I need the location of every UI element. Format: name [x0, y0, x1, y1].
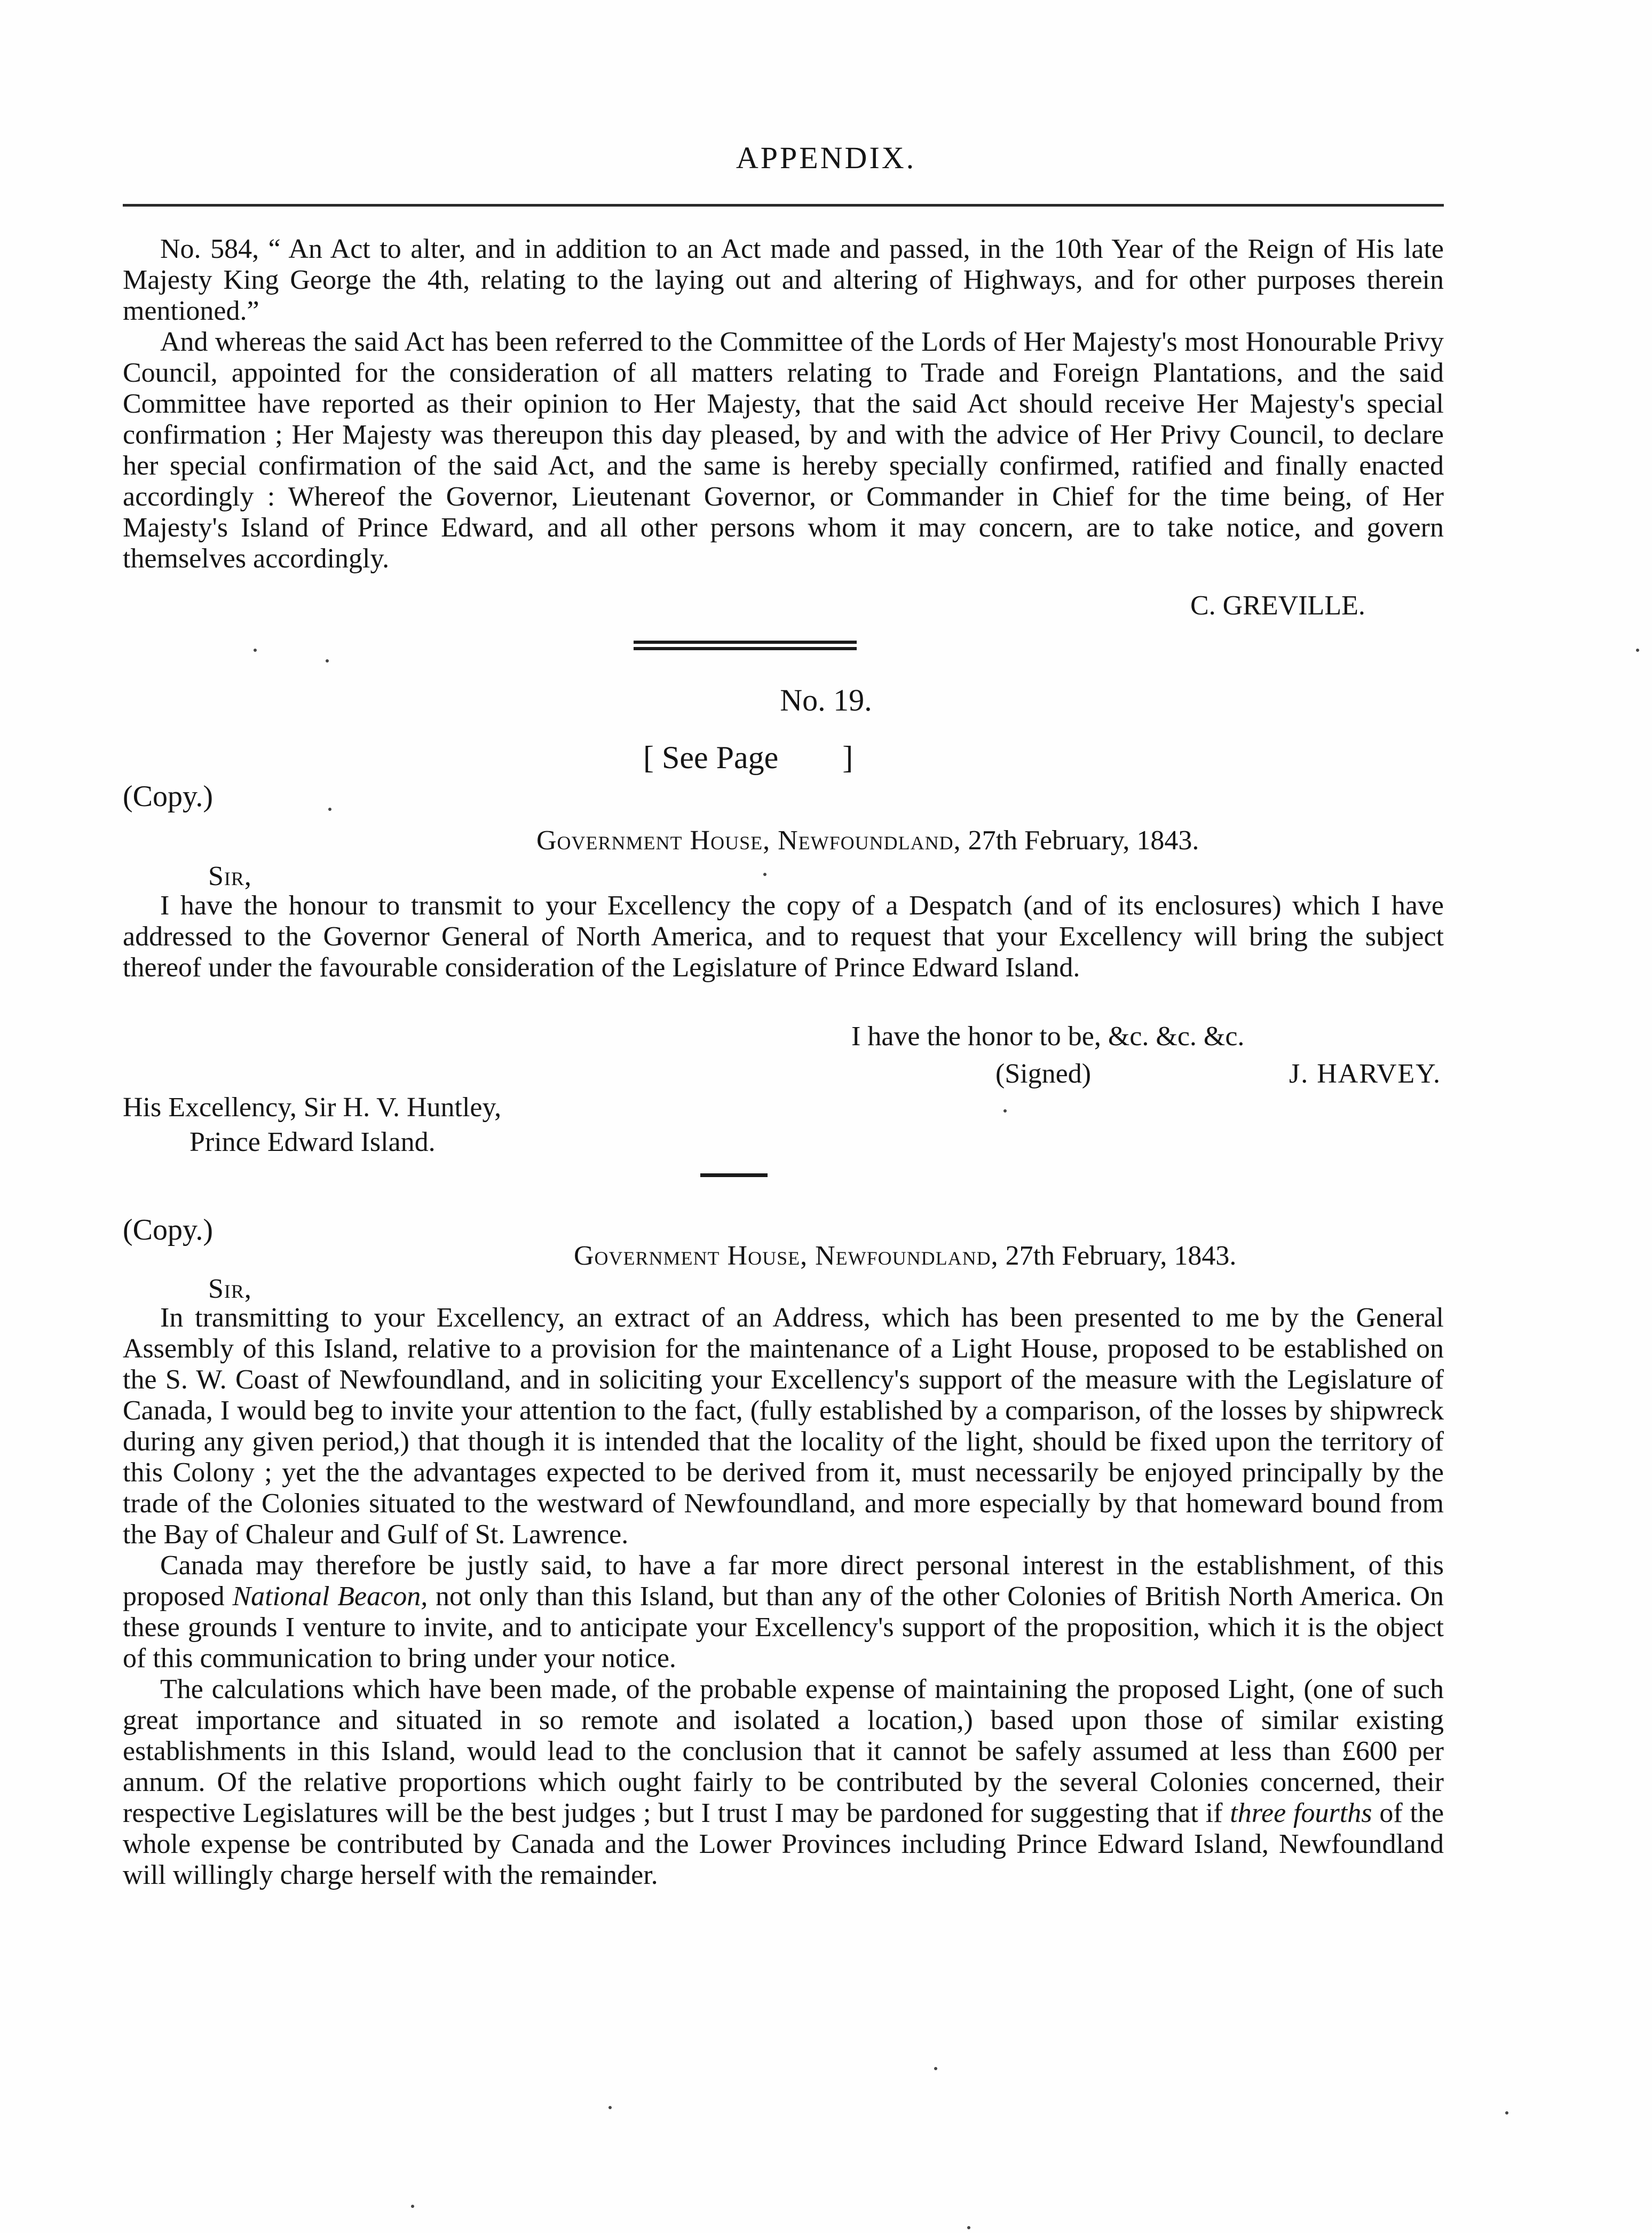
letter1-dateline-date: 27th February, 1843. [968, 825, 1199, 856]
letter1-copy-label: (Copy.) [123, 780, 214, 813]
letter2-dateline-place: Government House, Newfoundland, [574, 1241, 999, 1271]
letter2-dateline-date: 27th February, 1843. [1005, 1241, 1237, 1271]
see-page-reference: [ See Page ] [643, 740, 853, 775]
section-divider [634, 641, 857, 653]
letter1-dateline [536, 825, 1199, 856]
letter2-para2-start: Canada may therefore be justly said, to have a far more direct personal interest in the establishment, of this proposed [123, 1550, 1444, 1612]
act-title: No. 584, “ An Act to alter, and in addition to an Act made and passed, in the 10th Year of the Reign of His late Majesty King George the 4th, relating to the laying out and altering of Highways, and for other purposes therein mentioned.” [123, 234, 1444, 326]
act-section [123, 234, 1444, 574]
letter2-paragraph-1: In transmitting to your Excellency, an extract of an Address, which has been presented to me by the General Assembly of this Island, relative to a provision for the maintenance of a Light House, proposed to be established on the S. W. Coast of Newfoundland, and in soliciting your Excellency's support of the measure with the Legislature of Canada, I would beg to invite your attention to the fact, (fully established by a comparison, of the losses by shipwreck during any given period,) that though it is intended that the locality of the light, should be fixed upon the territory of this Colony ; yet the the advantages expected to be derived from it, must necessarily be enjoyed principally by the trade of the Colonies situated to the westward of Newfoundland, and more especially by that homeward bound from the Bay of Chaleur and Gulf of St. Lawrence. [123, 1303, 1444, 1550]
scan-speck [254, 649, 257, 652]
scan-speck [934, 2067, 937, 2070]
scan-speck [1636, 649, 1639, 652]
letter2-para3-start: The calculations which have been made, of the probable expense of maintaining the proposed Light, (one of such great importance and situated in so remote and isolated a location,) based upon those of similar existing establishments in this Island, would lead to the conclusion that it cannot be safely assumed at less than £600 per annum. Of the relative proportions which ought fairly to be contributed by the several Colonies concerned, their respective Legislatures will be the best judges ; but I trust I may be pardoned for suggesting that if [123, 1674, 1444, 1828]
letter1-addressee-line1: His Excellency, Sir H. V. Huntley, [123, 1092, 502, 1123]
section-number: No. 19. [780, 683, 872, 717]
letter2-para3-italic: three fourths [1230, 1798, 1372, 1828]
order-text: And whereas the said Act has been referred to the Committee of the Lords of Her Majesty's most Honourable Privy Council, appointed for the consideration of all matters relating to Trade and Foreign Plantations, and the said Committee have reported as their opinion to Her Majesty, that the said Act should receive Her Majesty's special confirmation ; Her Majesty was thereupon this day pleased, by and with the advice of Her Privy Council, to declare her special confirmation of the said Act, and the same is hereby specially confirmed, ratified and finally enacted accordingly : Whereof the Governor, Lieutenant Governor, or Commander in Chief for the time being, of Her Majesty's Island of Prince Edward, and all other persons whom it may concern, are to take notice, and govern themselves accordingly. [123, 327, 1444, 574]
scan-speck [763, 873, 766, 876]
letter1-signed-label: (Signed) [995, 1059, 1092, 1089]
letter1-salutation: Sir, [208, 861, 252, 891]
letter1-addressee-line2: Prince Edward Island. [189, 1127, 436, 1157]
letter2-paragraph-2 [123, 1550, 1444, 1674]
letter-divider [700, 1173, 768, 1177]
letter2-salutation: Sir, [208, 1274, 252, 1304]
letter1-paragraph: I have the honour to transmit to your Excellency the copy of a Despatch (and of its enclosures) which I have addressed to the Governor General of North America, and to request that your Excellency will bring the subject thereof under the favourable consideration of the Legislature of Prince Edward Island. [123, 890, 1444, 983]
scan-speck [608, 2106, 612, 2109]
scan-speck [326, 659, 329, 662]
scan-speck [1003, 1109, 1007, 1112]
scan-speck [411, 2205, 414, 2208]
scan-speck [1505, 2111, 1508, 2114]
letter1-signer: J. HARVEY. [1289, 1059, 1442, 1089]
letter2-copy-label: (Copy.) [123, 1213, 214, 1246]
letter1-closing: I have the honor to be, &c. &c. &c. [851, 1021, 1245, 1052]
greville-signature: C. GREVILLE. [1190, 590, 1365, 621]
letter1-dateline-place: Government House, Newfoundland, [536, 825, 961, 856]
letter1-body [123, 890, 1444, 983]
letter2-dateline [574, 1240, 1236, 1272]
letter2-paragraph-3 [123, 1674, 1444, 1891]
header-rule [123, 204, 1444, 207]
letter2-para2-end: not only than this Island, but than any of the other Colonies of British North America. On these grounds I venture to invite, and to anticipate your Excellency's support of the proposition, which it is the object of this communication to bring under your notice. [123, 1581, 1444, 1674]
scan-speck [967, 2226, 970, 2229]
letter2-para2-italic: National Beacon, [232, 1581, 428, 1612]
letter2-para3-end: of the whole expense be contributed by Canada and the Lower Provinces including Prince Edward Island, Newfoundland will willingly charge herself with the remainder. [123, 1798, 1444, 1890]
scan-speck [328, 808, 331, 811]
page-header: APPENDIX. [736, 140, 916, 175]
letter2-body [123, 1303, 1444, 1891]
